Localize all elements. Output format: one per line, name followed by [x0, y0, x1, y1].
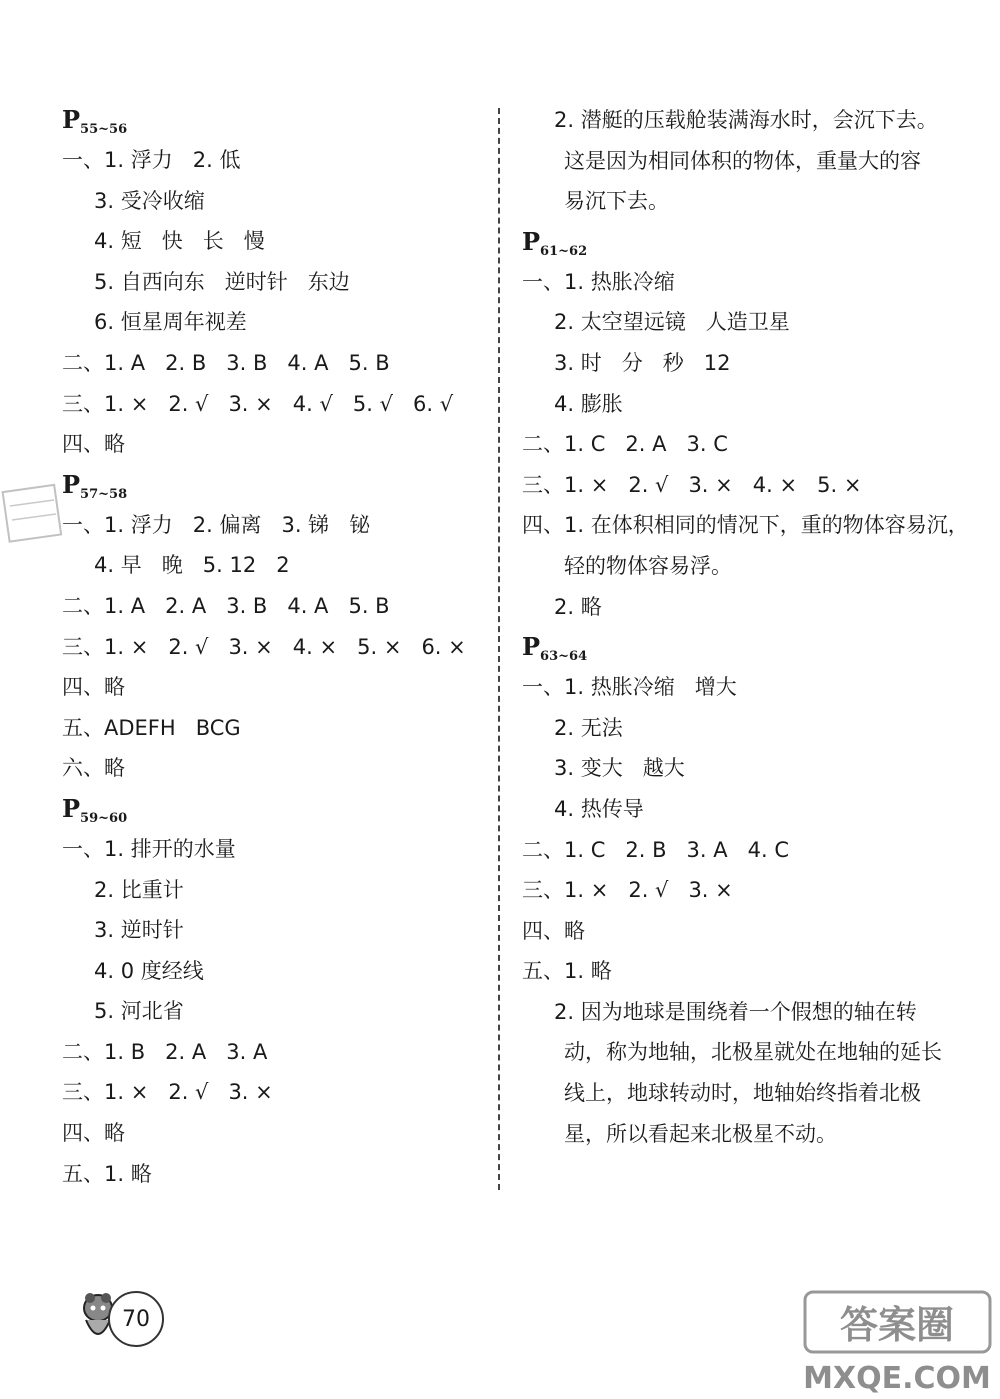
section-heading: $P_{57\sim 58}$ — [62, 469, 128, 502]
answer-line: 一、1. 浮力 2. 偏离 3. 锑 铋 — [62, 512, 371, 537]
answer-line: 五、ADEFH BCG — [62, 715, 241, 740]
answer-line: 2. 太空望远镜 人造卫星 — [554, 310, 790, 335]
answer-line: 二、1. C 2. A 3. C — [522, 432, 728, 457]
page-footer — [78, 1290, 164, 1348]
right-column — [522, 100, 969, 1154]
section-p59-60 — [62, 789, 482, 1194]
section-heading: $P_{61\sim 62}$ — [522, 226, 588, 259]
answer-line: 二、1. A 2. B 3. B 4. A 5. B — [62, 350, 390, 375]
answer-line: 3. 逆时针 — [94, 918, 184, 943]
column-divider — [498, 108, 500, 1190]
answer-line: 2. 潜艇的压载舱装满海水时，会沉下去。 — [554, 108, 938, 132]
answer-line: 四、1. 在体积相同的情况下，重的物体容易沉， — [522, 513, 969, 538]
answer-line: 一、1. 热胀冷缩 — [522, 269, 675, 294]
answer-line: 五、1. 略 — [62, 1161, 152, 1186]
answer-line: 星，所以看起来北极星不动。 — [564, 1121, 837, 1146]
answer-line: 3. 受冷收缩 — [94, 188, 205, 213]
left-column — [62, 100, 482, 1194]
section-p57-58 — [62, 465, 482, 789]
answer-line: 五、1. 略 — [522, 959, 612, 984]
answer-line: 三、1. × 2. √ 3. × — [62, 1080, 273, 1105]
answer-line: 4. 膨胀 — [554, 391, 623, 416]
answer-line: 四、略 — [62, 432, 125, 457]
section-heading: $P_{59\sim 60}$ — [62, 793, 128, 826]
section-heading: $P_{63\sim 64}$ — [522, 632, 588, 665]
section-p61-62 — [522, 222, 969, 627]
answer-line: 4. 早 晚 5. 12 2 — [94, 553, 290, 578]
section-heading: $P_{55\sim 56}$ — [62, 105, 128, 137]
answer-line: 4. 0 度经线 — [94, 958, 204, 983]
answer-line: 二、1. A 2. A 3. B 4. A 5. B — [62, 593, 390, 618]
answer-line: 2. 比重计 — [94, 877, 184, 902]
answer-line: 2. 因为地球是围绕着一个假想的轴在转 — [554, 999, 917, 1024]
continued-answer — [522, 100, 942, 222]
answer-line: 二、1. B 2. A 3. A — [62, 1039, 268, 1064]
answer-line: 轻的物体容易浮。 — [564, 553, 732, 578]
answer-line: 3. 时 分 秒 12 — [554, 350, 731, 375]
svg-text:答案圈: 答案圈 — [839, 1303, 955, 1347]
answer-line: 一、1. 浮力 2. 低 — [62, 148, 241, 172]
page-number: 70 — [108, 1291, 164, 1347]
section-p63-64 — [522, 627, 942, 1154]
answer-line: 一、1. 排开的水量 — [62, 836, 236, 861]
answer-line: 6. 恒星周年视差 — [94, 310, 247, 335]
svg-text:MXQE.COM: MXQE.COM — [803, 1361, 991, 1396]
answer-line: 易沉下去。 — [564, 189, 669, 214]
answer-line: 2. 略 — [554, 594, 602, 619]
stamp-icon — [0, 480, 68, 552]
answer-line: 六、略 — [62, 756, 125, 781]
answer-line: 三、1. × 2. √ 3. × 4. × 5. × — [522, 472, 862, 497]
answer-line: 4. 短 快 长 慢 — [94, 229, 265, 254]
answer-line: 线上，地球转动时，地轴始终指着北极 — [564, 1081, 921, 1106]
answer-line: 一、1. 热胀冷缩 增大 — [522, 675, 737, 700]
answer-line: 5. 自西向东 逆时针 东边 — [94, 269, 350, 294]
watermark-logo — [795, 1284, 1000, 1399]
answer-line: 三、1. × 2. √ 3. × 4. √ 5. √ 6. √ — [62, 391, 454, 416]
answer-line: 二、1. C 2. B 3. A 4. C — [522, 837, 790, 862]
answer-line: 4. 热传导 — [554, 796, 644, 821]
answer-line: 四、略 — [62, 1121, 125, 1146]
answer-line: 三、1. × 2. √ 3. × 4. × 5. × 6. × — [62, 634, 466, 659]
answer-line: 四、略 — [522, 918, 585, 943]
answer-line: 5. 河北省 — [94, 999, 184, 1024]
answer-line: 动，称为地轴，北极星就处在地轴的延长 — [564, 1040, 942, 1065]
answer-line: 这是因为相同体积的物体，重量大的容 — [564, 148, 921, 173]
answer-line: 三、1. × 2. √ 3. × — [522, 878, 733, 903]
section-p55-56 — [62, 100, 482, 465]
answer-line: 四、略 — [62, 675, 125, 700]
answer-line: 2. 无法 — [554, 715, 623, 740]
answer-line: 3. 变大 越大 — [554, 756, 685, 781]
